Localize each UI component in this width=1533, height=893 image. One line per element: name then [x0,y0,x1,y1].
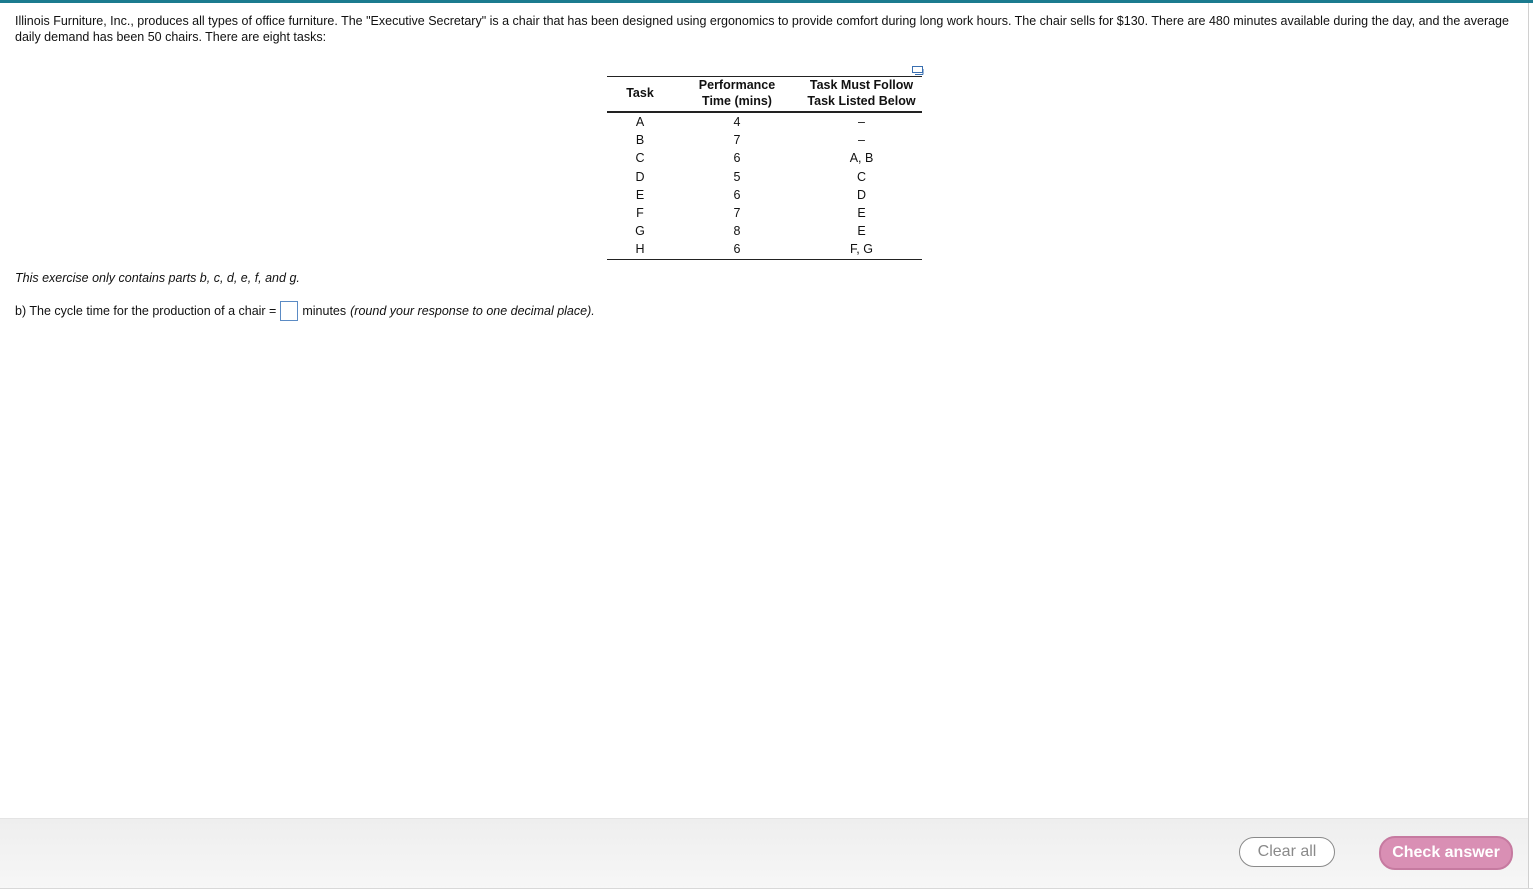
cell-time: 6 [673,240,801,259]
expand-table-icon[interactable] [912,63,924,73]
cell-task: B [635,133,645,148]
table-row [607,222,922,240]
cell-time: 7 [733,133,741,148]
table-row [607,240,922,259]
cell-task: F [636,206,644,221]
task-table [607,76,922,260]
cell-predecessor: – [858,133,865,148]
exercise-note: This exercise only contains parts b, c, d, e, f, and g. [15,271,300,285]
table-row [607,112,922,131]
table-row [607,168,922,186]
header-predecessor [801,77,922,113]
cell-predecessor: E [857,206,866,221]
cell-task: H [607,240,673,259]
cell-predecessor: – [858,115,865,129]
question-hint: (round your response to one decimal place). [350,304,595,318]
header-time-line2: Time (mins) [702,94,772,108]
table-header-row [607,77,922,113]
cell-predecessor: E [857,224,866,239]
table-row [607,186,922,204]
cell-time: 7 [733,206,741,221]
cell-time: 4 [733,115,741,129]
scrollbar-edge [1528,3,1529,892]
footer-bar [0,818,1528,889]
check-answer-button[interactable]: Check answer [1379,836,1513,870]
footer-bottom-edge [0,888,1533,893]
cell-predecessor: C [856,169,867,184]
table-row [607,131,922,149]
cell-predecessor: A, B [849,151,874,166]
table-row [607,149,922,167]
cell-time: 8 [733,224,741,239]
cell-time: 6 [733,151,741,166]
header-pred-line2: Task Listed Below [807,94,916,108]
header-performance-time [673,77,801,113]
cell-predecessor: F, G [801,240,922,259]
header-time-line1: Performance [698,78,776,92]
question-b [15,301,595,321]
cell-time: 6 [733,187,741,202]
header-pred-line1: Task Must Follow [809,78,914,92]
table-row [607,204,922,222]
question-prefix: b) The cycle time for the production of a chair = [15,304,277,318]
cell-task: G [635,224,645,239]
header-task: Task [607,77,673,113]
cell-time: 5 [733,169,741,184]
question-content [15,13,1510,318]
cell-predecessor: D [856,187,867,202]
top-accent-bar [0,0,1533,3]
cell-task: E [635,187,645,202]
cell-task: A [635,115,645,129]
cell-task: C [635,151,645,166]
cell-task: D [635,169,645,184]
clear-all-button[interactable]: Clear all [1239,837,1335,867]
cycle-time-answer-input[interactable] [280,301,298,321]
question-unit: minutes [302,304,347,318]
problem-statement: Illinois Furniture, Inc., produces all types of office furniture. The "Executive Secretary" is a chair that has been designed using ergonomics to provide comfort during long work hours. The chair sells for $130. There are 480 minutes available during the day, and the average daily demand has been 50 chairs. There are eight tasks: [15,14,1509,44]
